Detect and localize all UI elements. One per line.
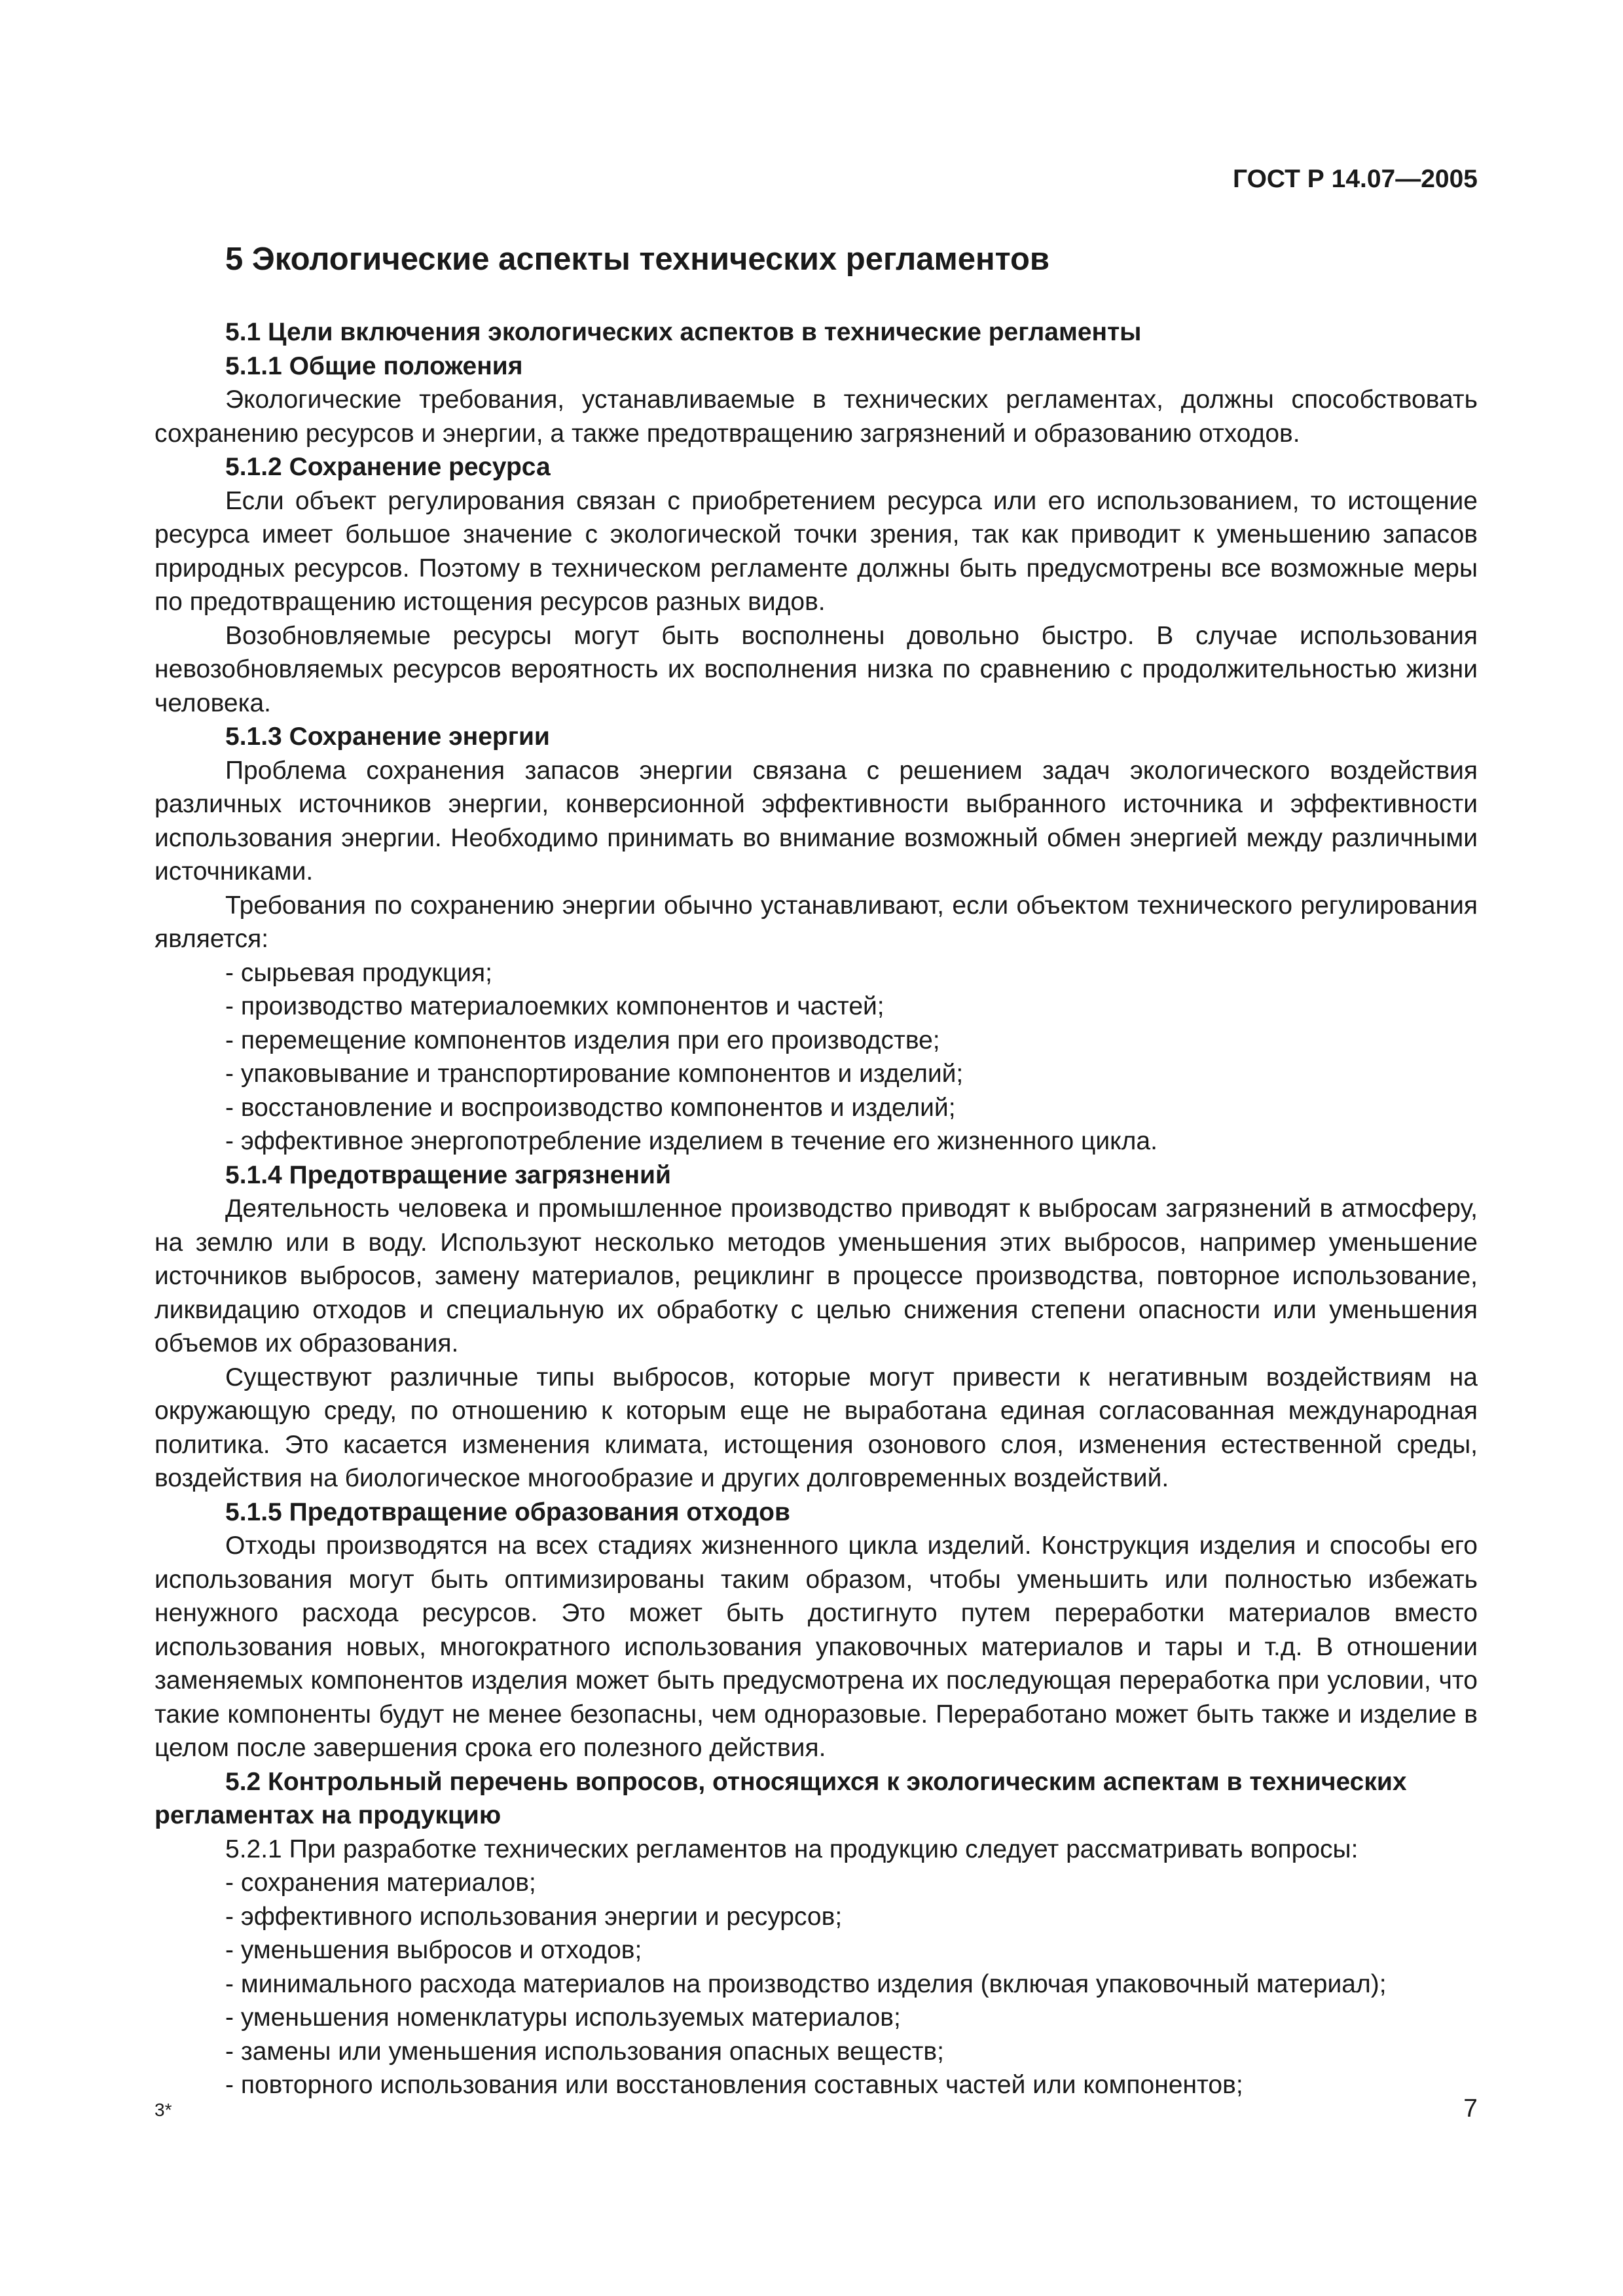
page-number: 7 (1463, 2094, 1478, 2123)
paragraph: Возобновляемые ресурсы могут быть восполнены довольно быстро. В случае использования невозобновляемых ресурсов вероятность их восполнения низка по сравнению с продолжительностью жизни человека. (155, 621, 1478, 717)
paragraph: Экологические требования, устанавливаемые в технических регламентах, должны способствовать сохранению ресурсов и энергии, а также предотвращению загрязнений и образованию отходов. (155, 386, 1478, 448)
list-item: - производство материалоемких компонентов и частей; (225, 992, 884, 1020)
sheet-mark: 3* (155, 2100, 172, 2120)
document-code: ГОСТ Р 14.07—2005 (1233, 165, 1478, 193)
list-item: - замены или уменьшения использования опасных веществ; (225, 2037, 944, 2066)
list-item: - эффективное энергопотребление изделием в течение его жизненного цикла. (225, 1127, 1158, 1155)
list-item: - упаковывание и транспортирование компонентов и изделий; (225, 1060, 964, 1088)
heading-5-1-3: 5.1.3 Сохранение энергии (225, 723, 550, 751)
section-title: 5 Экологические аспекты технических регламентов (225, 242, 1050, 277)
heading-5-1-4: 5.1.4 Предотвращение загрязнений (225, 1160, 671, 1189)
paragraph: Если объект регулирования связан с приобретением ресурса или его использованием, то истощение ресурса имеет большое значение с экологической точки зрения, так как приводит к уменьшению запасов природных ресурсов. Поэтому в техническом регламенте должны быть предусмотрены все возможные меры по предотвращению истощения ресурсов разных видов. (155, 486, 1478, 616)
paragraph: Отходы производятся на всех стадиях жизненного цикла изделий. Конструкция изделия и способы его использования могут быть оптимизированы таким образом, чтобы уменьшить или полностью избежать ненужного расхода ресурсов. Это может быть достигнуто путем переработки материалов вместо использования новых, многократного использования упаковочных материалов и тары и т.д. В отношении заменяемых компонентов изделия может быть предусмотрена их последующая переработка при условии, что такие компоненты будут не менее безопасны, чем одноразовые. Переработано может быть также и изделие в целом после завершения срока его полезного действия. (155, 1532, 1478, 1762)
list-item: - уменьшения выбросов и отходов; (225, 1936, 642, 1964)
heading-5-1: 5.1 Цели включения экологических аспектов в технические регламенты (225, 318, 1142, 346)
list-item: - сохранения материалов; (225, 1869, 536, 1897)
list-item: - уменьшения номенклатуры используемых материалов; (225, 2003, 901, 2032)
heading-5-2: 5.2 Контрольный перечень вопросов, относящихся к экологическим аспектам в технических регламентах на продукцию (155, 1767, 1407, 1829)
paragraph: Проблема сохранения запасов энергии связана с решением задач экологического воздействия различных источников энергии, конверсионной эффективности выбранного источника и эффективности использования энергии. Необходимо принимать во внимание возможный обмен энергией между различными источниками. (155, 756, 1478, 886)
list-item: - минимального расхода материалов на производство изделия (включая упаковочный материал); (225, 1969, 1387, 1998)
heading-5-1-1: 5.1.1 Общие положения (225, 351, 523, 380)
list-item: - эффективного использования энергии и ресурсов; (225, 1902, 843, 1931)
list-item: - перемещение компонентов изделия при его производстве; (225, 1026, 940, 1054)
list-item: - повторного использования или восстановления составных частей или компонентов; (225, 2071, 1243, 2099)
paragraph: 5.2.1 При разработке технических регламентов на продукцию следует рассматривать вопросы: (225, 1835, 1359, 1863)
heading-5-1-2: 5.1.2 Сохранение ресурса (225, 453, 551, 481)
heading-5-1-5: 5.1.5 Предотвращение образования отходов (225, 1498, 790, 1526)
paragraph: Деятельность человека и промышленное производство приводят к выбросам загрязнений в атмосферу, на землю или в воду. Используют несколько методов уменьшения этих выбросов, например уменьшение источников выбросов, замену материалов, рециклинг в процессе производства, повторное использование, ликвидацию отходов и специальную их обработку с целью снижения степени опасности или уменьшения объемов их образования. (155, 1194, 1478, 1357)
paragraph: Требования по сохранению энергии обычно устанавливают, если объектом технического регулирования является: (155, 891, 1478, 953)
list-item: - восстановление и воспроизводство компонентов и изделий; (225, 1093, 956, 1122)
paragraph: Существуют различные типы выбросов, которые могут привести к негативным воздействиям на окружающую среду, по отношению к которым еще не выработана единая согласованная международная политика. Это касается изменения климата, истощения озонового слоя, изменения естественной среды, воздействия на биологическое многообразие и других долговременных воздействий. (155, 1363, 1478, 1492)
list-item: - сырьевая продукция; (225, 958, 493, 987)
page-content (155, 240, 1478, 2102)
